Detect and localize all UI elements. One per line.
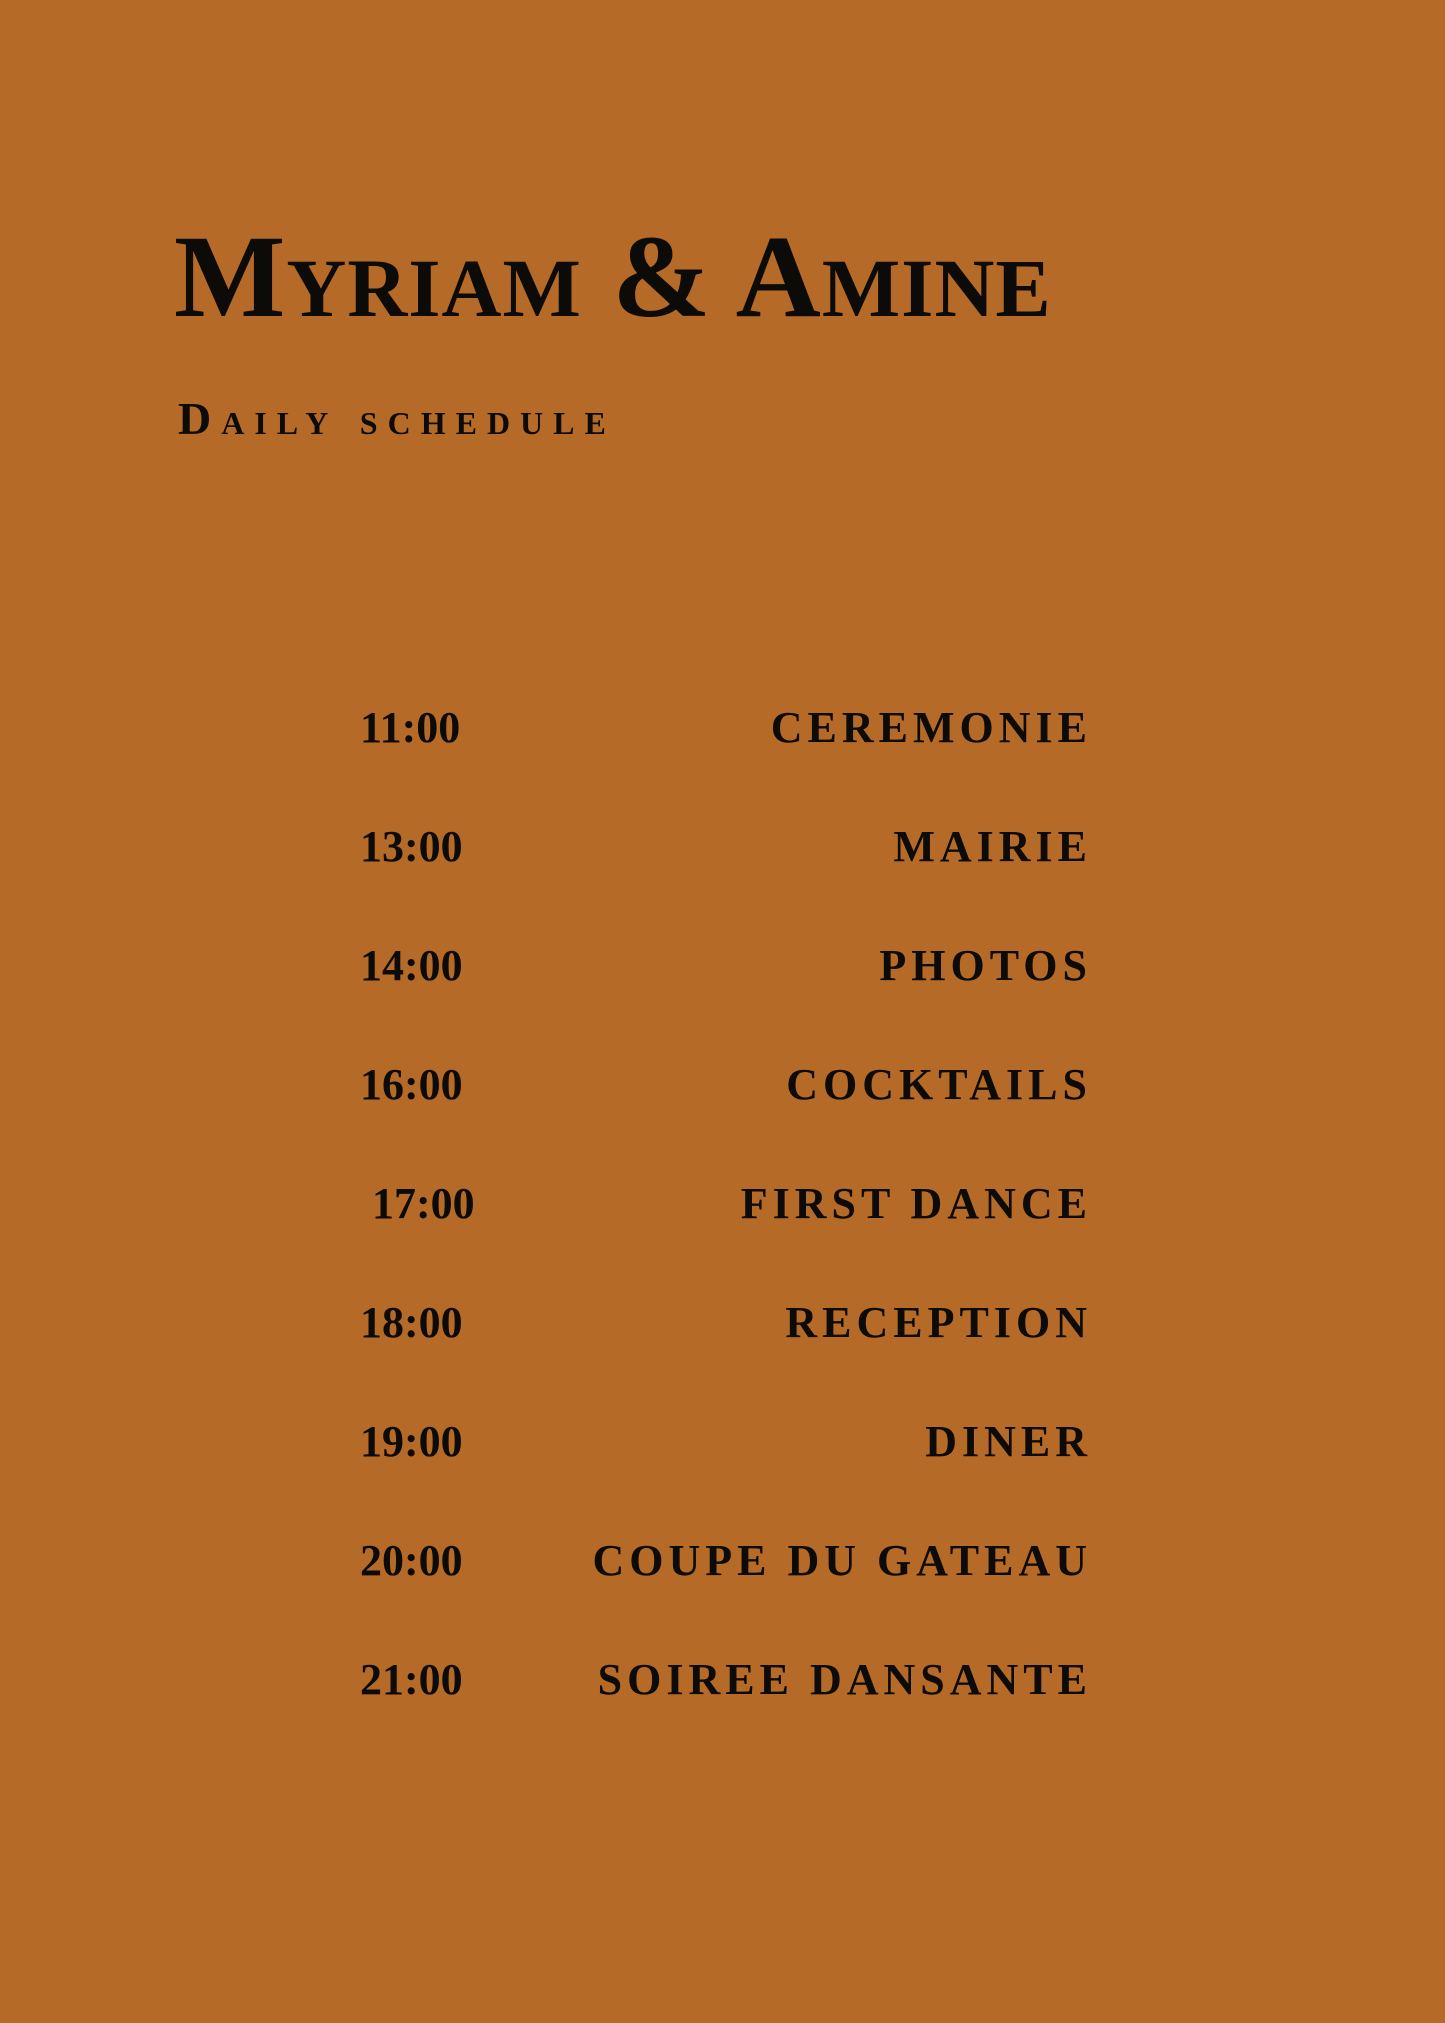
schedule-event: RECEPTION [785,1298,1092,1347]
schedule-time: 21:00 [360,1655,463,1704]
schedule-time: 14:00 [360,941,463,990]
schedule-row [360,1057,1092,1176]
page-title: Myriam & Amine [174,211,1052,342]
schedule-time: 11:00 [360,703,461,752]
schedule-time: 16:00 [360,1060,463,1109]
schedule-event: DINER [925,1417,1092,1466]
schedule-event: FIRST DANCE [740,1179,1092,1228]
schedule-row [360,938,1092,1057]
schedule-row [360,1414,1092,1533]
schedule-event: SOIREE DANSANTE [597,1655,1092,1704]
schedule-event: COCKTAILS [786,1060,1092,1109]
schedule-event: MAIRIE [893,822,1092,871]
page-subtitle: Daily schedule [178,393,616,444]
schedule-time: 18:00 [360,1298,463,1347]
schedule-event: COUPE DU GATEAU [592,1536,1092,1585]
schedule-row [360,1652,1092,1771]
schedule-row [360,1295,1092,1414]
schedule-row [360,700,1092,819]
schedule-row [360,1533,1092,1652]
schedule-time: 17:00 [372,1179,475,1228]
schedule-row [360,1176,1092,1295]
schedule-event: CEREMONIE [770,703,1092,752]
schedule-event: PHOTOS [879,941,1092,990]
schedule-time: 20:00 [360,1536,463,1585]
schedule-list [360,700,1092,1771]
schedule-time: 13:00 [360,822,463,871]
schedule-time: 19:00 [360,1417,463,1466]
schedule-row [360,819,1092,938]
